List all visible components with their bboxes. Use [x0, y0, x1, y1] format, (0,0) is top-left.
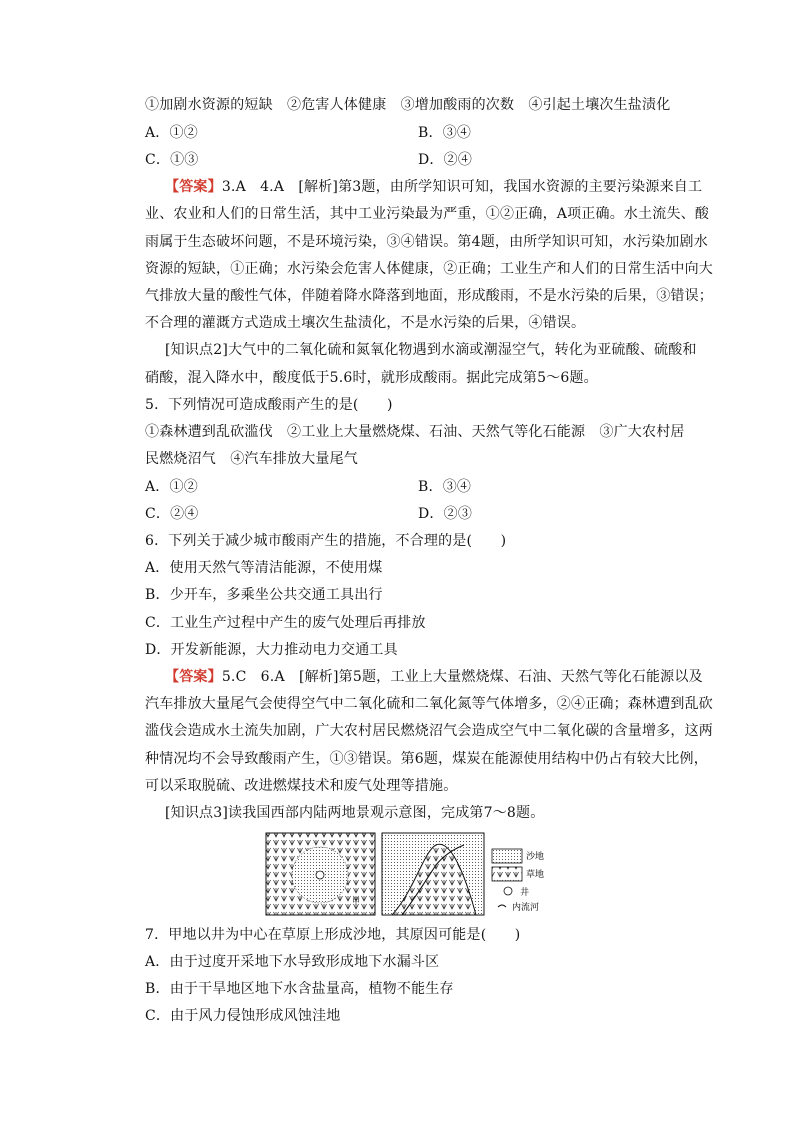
q5-options-line1: ①森林遭到乱砍滥伐 ②工业上大量燃烧煤、石油、天然气等化石能源 ③广大农村居 [145, 424, 685, 440]
answer1-line3: 雨属于生态破坏问题，不是环境污染，③④错误。第4题，由所学知识可知，水污染加剧水 [145, 234, 708, 250]
q4-choice-a: A．①② [145, 125, 198, 141]
legend-river: 内流河 [512, 903, 540, 913]
answer2-line1: 【答案】5.C 6.A [解析]第5题，工业上大量燃烧煤、石油、天然气等化石能源以及 [165, 669, 703, 685]
answer2-line3: 滥伐会造成水土流失加剧，广大农村居民燃烧沼气会造成空气中二氧化碳的含量增多，这两 [145, 723, 713, 739]
q6-choice-c: C．工业生产过程中产生的废气处理后再排放 [145, 615, 426, 631]
q6-stem: 6．下列关于减少城市酸雨产生的措施，不合理的是( ) [145, 533, 507, 549]
answer1-line6: 不合理的灌溉方式造成土壤次生盐渍化，不是水污染的后果，④错误。 [145, 315, 586, 331]
q5-stem: 5．下列情况可造成酸雨产生的是( ) [145, 397, 393, 413]
answer1-line5: 气排放大量的酸性气体，伴随着降水降落到地面，形成酸雨，不是水污染的后果，③错误； [145, 288, 713, 304]
q7-choice-b: B．由于干旱地区地下水含盐量高，植物不能生存 [145, 981, 454, 997]
q7-choice-a: A．由于过度开采地下水导致形成地下水漏斗区 [145, 954, 440, 970]
legend-sand: 沙地 [526, 852, 545, 862]
answer-tag: 【答案】 [165, 669, 222, 685]
q4-choice-b: B．③④ [418, 125, 472, 141]
answer1-line4: 资源的短缺，①正确；水污染会危害人体健康，②正确；工业生产和人们的日常生活中向大 [145, 261, 713, 277]
legend-river-icon [498, 905, 506, 907]
q7-choice-c: C．由于风力侵蚀形成风蚀洼地 [145, 1008, 341, 1024]
landscape-figure [264, 831, 564, 917]
q6-choice-d: D．开发新能源，大力推动电力交通工具 [145, 642, 398, 658]
answer2-line4: 种情况均不会导致酸雨产生，①③错误。第6题，煤炭在能源使用结构中仍占有较大比例， [145, 751, 708, 767]
legend [492, 849, 544, 913]
answer2-line5: 可以采取脱硫、改进燃煤技术和废气处理等措施。 [145, 778, 458, 794]
legend-grass: 草地 [526, 870, 545, 880]
left-panel [266, 833, 375, 915]
label-jia: 甲 [352, 897, 360, 906]
kp2-line1: [知识点2]大气中的二氧化硫和氮氧化物遇到水滴或潮湿空气，转化为亚硫酸、硫酸和 [165, 342, 697, 358]
well-icon [316, 871, 324, 879]
q4-options-line: ①加剧水资源的短缺 ②危害人体健康 ③增加酸雨的次数 ④引起土壤次生盐渍化 [145, 97, 671, 113]
answer-tag: 【答案】 [165, 179, 222, 195]
legend-sand-swatch [492, 849, 522, 863]
q5-choice-b: B．③④ [418, 479, 472, 495]
answer1-line1: 【答案】3.A 4.A [解析]第3题，由所学知识可知，我国水资源的主要污染源来自工 [165, 179, 703, 195]
q5-choice-a: A．①② [145, 479, 198, 495]
answer2-line2: 汽车排放大量尾气会使得空气中二氧化硫和二氧化氮等气体增多，②④正确；森林遭到乱砍 [145, 696, 713, 712]
q5-choice-c: C．②④ [145, 506, 199, 522]
kp3-line: [知识点3]读我国西部内陆两地景观示意图，完成第7～8题。 [165, 805, 545, 821]
kp2-line2: 硝酸，混入降水中，酸度低于5.6时，就形成酸雨。据此完成第5～6题。 [145, 370, 598, 386]
legend-grass-swatch [492, 867, 522, 881]
answer1-line2: 业、农业和人们的日常生活，其中工业污染最为严重，①②正确，A项正确。水土流失、酸 [145, 206, 710, 222]
q4-choice-c: C．①③ [145, 152, 199, 168]
q5-choice-d: D．②③ [418, 506, 473, 522]
legend-well: 井 [520, 888, 530, 898]
q4-choice-d: D．②④ [418, 152, 473, 168]
q6-choice-a: A．使用天然气等清洁能源，不使用煤 [145, 560, 383, 576]
q6-choice-b: B．少开车，多乘坐公共交通工具出行 [145, 587, 383, 603]
q5-options-line2: 民燃烧沼气 ④汽车排放大量尾气 [145, 451, 358, 467]
q7-stem: 7．甲地以井为中心在草原上形成沙地，其原因可能是( ) [145, 927, 521, 943]
right-panel [382, 833, 484, 915]
legend-well-icon [504, 887, 512, 895]
